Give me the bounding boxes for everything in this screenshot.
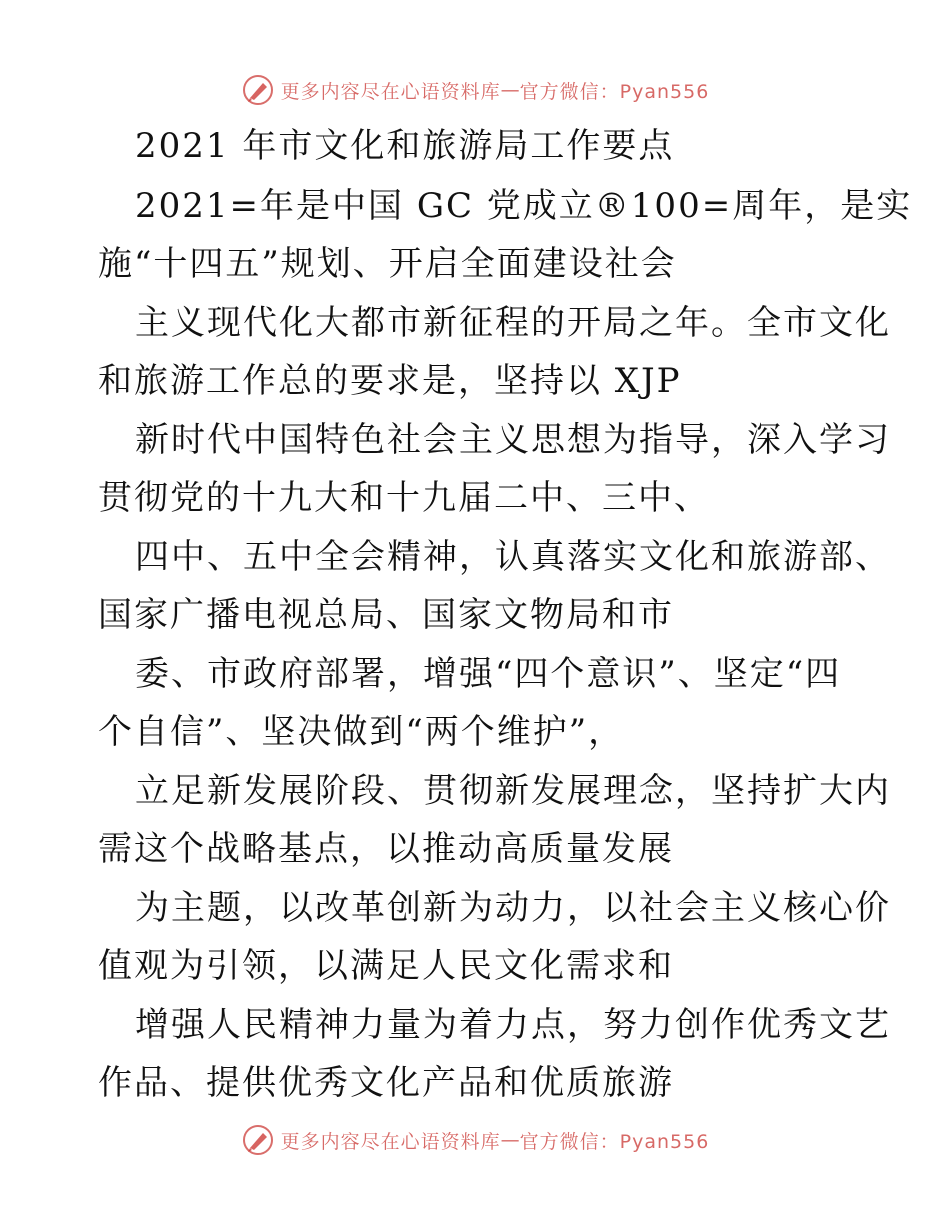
watermark-text: 更多内容尽在心语资料库	[280, 1130, 501, 1153]
text-line: 需这个战略基点，以推动高质量发展	[98, 829, 674, 869]
text-line: 个自信”、坚决做到“两个维护”，	[98, 712, 625, 752]
text-line: 和旅游工作总的要求是，坚持以 XJP	[98, 361, 682, 401]
header-watermark	[0, 70, 950, 110]
watermark-separator: —	[500, 79, 520, 101]
pen-nib-logo-icon	[241, 73, 275, 107]
text-line: 为主题，以改革创新为动力，以社会主义核心价	[135, 888, 891, 928]
text-line: 贯彻党的十九大和十九届二中、三中、	[98, 478, 710, 518]
text-line: 作品、提供优秀文化产品和优质旅游	[98, 1063, 674, 1103]
text-line: 委、市政府部署，增强“四个意识”、坚定“四	[135, 654, 842, 694]
text-line: 值观为引领，以满足人民文化需求和	[98, 946, 674, 986]
text-line: 国家广播电视总局、国家文物局和市	[98, 595, 674, 635]
watermark-separator: —	[500, 1129, 520, 1151]
footer-watermark	[0, 1120, 950, 1160]
text-line: 施“十四五”规划、开启全面建设社会	[98, 244, 677, 284]
text-line: 立足新发展阶段、贯彻新发展理念，坚持扩大内	[135, 771, 891, 811]
watermark-suffix: 官方微信：Pyan556	[519, 80, 710, 103]
pen-nib-logo-icon	[241, 1123, 275, 1157]
watermark-text: 更多内容尽在心语资料库	[280, 80, 501, 103]
text-line: 四中、五中全会精神，认真落实文化和旅游部、	[135, 537, 891, 577]
document-title: 2021 年市文化和旅游局工作要点	[135, 126, 675, 166]
text-line: 增强人民精神力量为着力点，努力创作优秀文艺	[135, 1005, 891, 1045]
text-line: 新时代中国特色社会主义思想为指导，深入学习	[135, 420, 891, 460]
watermark-suffix: 官方微信：Pyan556	[519, 1130, 710, 1153]
text-line: 主义现代化大都市新征程的开局之年。全市文化	[135, 303, 891, 343]
text-line: 2021=年是中国 GC 党成立®100=周年，是实	[135, 186, 913, 226]
